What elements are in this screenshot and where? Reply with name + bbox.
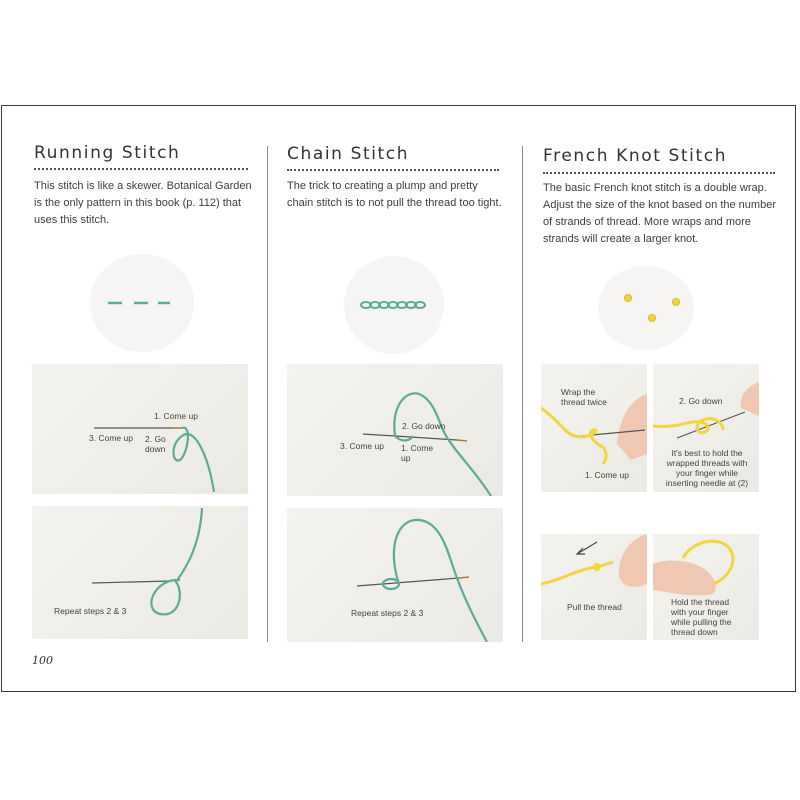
french-step4-photo [653,534,759,640]
running-stitch-sample [90,254,194,352]
running-step1-photo [32,364,248,494]
chain-label-3-come-up: 3. Come up [340,441,384,451]
french-step1-photo [541,364,647,492]
chain-stitch-description: The trick to creating a plump and pretty chain stitch is to not pull the thread too tight. [287,180,502,209]
running-step2-photo [32,506,248,639]
french-step3-photo [541,534,647,640]
french-knot-sample-drawing [598,266,694,350]
french-label-2-go-down: 2. Go down [679,396,723,406]
french-knot-description: The basic French knot stitch is a double wrap. Adjust the size of the knot based on the number of strands of thread. More wraps and more strands will create a larger knot. [543,182,776,245]
running-label-3-come-up: 3. Come up [89,433,133,443]
french-label-1-come-up: 1. Come up [585,470,629,480]
chain-title-underline [287,169,499,171]
chain-stitch-sample [344,256,444,354]
chain-stitch-title: Chain Stitch [287,144,410,164]
running-stitch-title: Running Stitch [34,143,181,163]
chain-step1-drawing [287,364,503,496]
column-divider-2 [522,146,523,642]
chain-step2-drawing [287,508,503,642]
running-label-2-go-down: 2. Go down [145,434,166,454]
french-step3-drawing [541,534,647,640]
chain-step1-photo [287,364,503,496]
book-page [1,105,796,692]
chain-label-repeat: Repeat steps 2 & 3 [351,608,424,618]
french-title-underline [543,172,775,174]
french-step2-photo [653,364,759,492]
page-number: 100 [32,654,53,667]
running-step1-drawing [32,364,248,494]
french-knot-sample [598,266,694,350]
running-label-repeat: Repeat steps 2 & 3 [54,606,127,616]
running-step2-drawing [32,506,248,639]
french-knot-title: French Knot Stitch [543,146,728,166]
running-stitch-description: This stitch is like a skewer. Botanical Garden is the only pattern in this book (p. 112) that uses this stitch. [34,180,252,226]
chain-label-2-go-down: 2. Go down [402,421,446,431]
french-label-pull: Pull the thread [567,602,622,612]
chain-label-1-come-up: 1. Come up [401,443,434,463]
running-stitch-sample-drawing [90,254,194,352]
chain-step2-photo [287,508,503,642]
french-label-hold: Hold the thread with your finger while pulling the thread down [671,597,732,637]
running-title-underline [34,168,248,170]
french-label-note: It's best to hold the wrapped threads with your finger while inserting needle at (2) [665,448,749,488]
french-label-wrap: Wrap the thread twice [561,387,607,407]
column-divider-1 [267,146,268,642]
running-label-1-come-up: 1. Come up [154,411,198,421]
chain-stitch-sample-drawing [344,256,444,354]
